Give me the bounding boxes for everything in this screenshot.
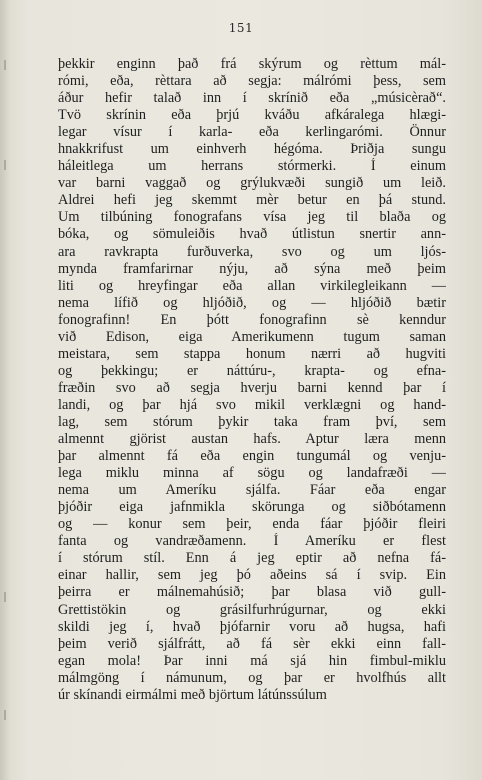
text-line: háleitlega um herrans stórmerki. Í einum — [58, 158, 446, 175]
margin-mark — [4, 710, 6, 720]
text-line: almennt gjörist austan hafs. Aptur læra menn — [58, 431, 446, 448]
text-line: nema lífið og hljóðið, og — hljóðið bætir — [58, 294, 446, 311]
text-line: landi, og þar hjá svo mikil verklægni og hand- — [58, 396, 446, 413]
text-line: liti og hreyfingar eða allan virkilegleikann — — [58, 277, 446, 294]
text-line: Aldrei hefi jeg skemmt mèr betur en þá stund. — [58, 192, 446, 209]
margin-mark — [4, 160, 6, 170]
text-line: þeirra er málnemahúsið; þar blasa við gull- — [58, 584, 446, 601]
text-line: bóka, og sömuleiðis hvað útlistun snertir ann- — [58, 226, 446, 243]
text-line: og — konur sem þeir, enda fáar þjóðir fleiri — [58, 516, 446, 533]
text-line: úr skínandi eirmálmi með björtum látúnssúlum — [58, 686, 327, 703]
text-line: Tvö skrínin eða þrjú kváðu afkáralega hlægi- — [58, 107, 446, 124]
page-gutter-shadow — [0, 0, 10, 780]
text-line: lega miklu minna af sögu og landafræði — — [58, 465, 446, 482]
text-line: mynda framfarirnar nýju, að sýna með þeim — [58, 260, 446, 277]
text-line: Grettistökin og grásilfurhrúgurnar, og ekki — [58, 601, 446, 618]
text-line: egan mola! Þar inni má sjá hin fimbul-miklu — [58, 652, 446, 669]
text-line: við Edison, eiga Amerikumenn tugum saman — [58, 328, 446, 345]
text-line: og þekkingu; er náttúru-, krapta- og efna- — [58, 362, 446, 379]
text-line: þekkir enginn það frá skýrum og rèttum mál- — [58, 56, 446, 72]
body-text — [58, 56, 446, 704]
text-line: hnakkrifust um einhverh hégóma. Þriðja sungu — [58, 141, 446, 158]
page-number: 151 — [228, 21, 254, 35]
text-line: áður hefir talað inn í skrínið eða „músicèrað“. — [58, 90, 446, 107]
text-line: lag, sem stórum þykir taka fram því, sem — [58, 413, 446, 430]
margin-mark — [4, 592, 6, 602]
text-line: fonografinn! En þótt fonografinn sè kenndur — [58, 311, 446, 328]
text-line: nema um Ameríku sjálfa. Fáar eða engar — [58, 482, 446, 499]
text-line: fanta og vandræðamenn. Í Ameríku er flest — [58, 533, 446, 550]
text-line: fræðin svo að segja hverju barni kennd þar í — [58, 379, 446, 396]
text-line: legar vísur í karla- eða kerlingarómi. Önnur — [58, 124, 446, 141]
text-line: ara ravkrapta furðuverka, svo og um ljós- — [58, 243, 446, 260]
text-line: skildi jeg í, hvað þjófarnir voru að hugsa, hafi — [58, 618, 446, 635]
text-line: Um tilbúning fonografans vísa jeg til blaða og — [58, 209, 446, 226]
text-line: einar hallir, sem jeg þó aðeins sá í svip. Ein — [58, 567, 446, 584]
margin-mark — [4, 60, 6, 70]
text-line: þar almennt fá eða engin tungumál og venju- — [58, 448, 446, 465]
text-line: þeim verið sjálfrátt, að fá sèr ekki einn fall- — [58, 635, 446, 652]
text-line: var barni vaggað og grýlukvæði sungið um leið. — [58, 175, 446, 192]
text-line: í stórum stíl. Enn á jeg eptir að nefna fá- — [58, 550, 446, 567]
text-line: rómi, eða, rèttara að segja: málrómi þess, sem — [58, 73, 446, 90]
text-line: meistara, sem stappa honum nærri að hugviti — [58, 345, 446, 362]
text-line: málmgöng í námunum, og þar er hvolfhús allt — [58, 669, 446, 686]
text-line: þjóðir eiga jafnmikla skörunga og siðbótamenn — [58, 499, 446, 516]
